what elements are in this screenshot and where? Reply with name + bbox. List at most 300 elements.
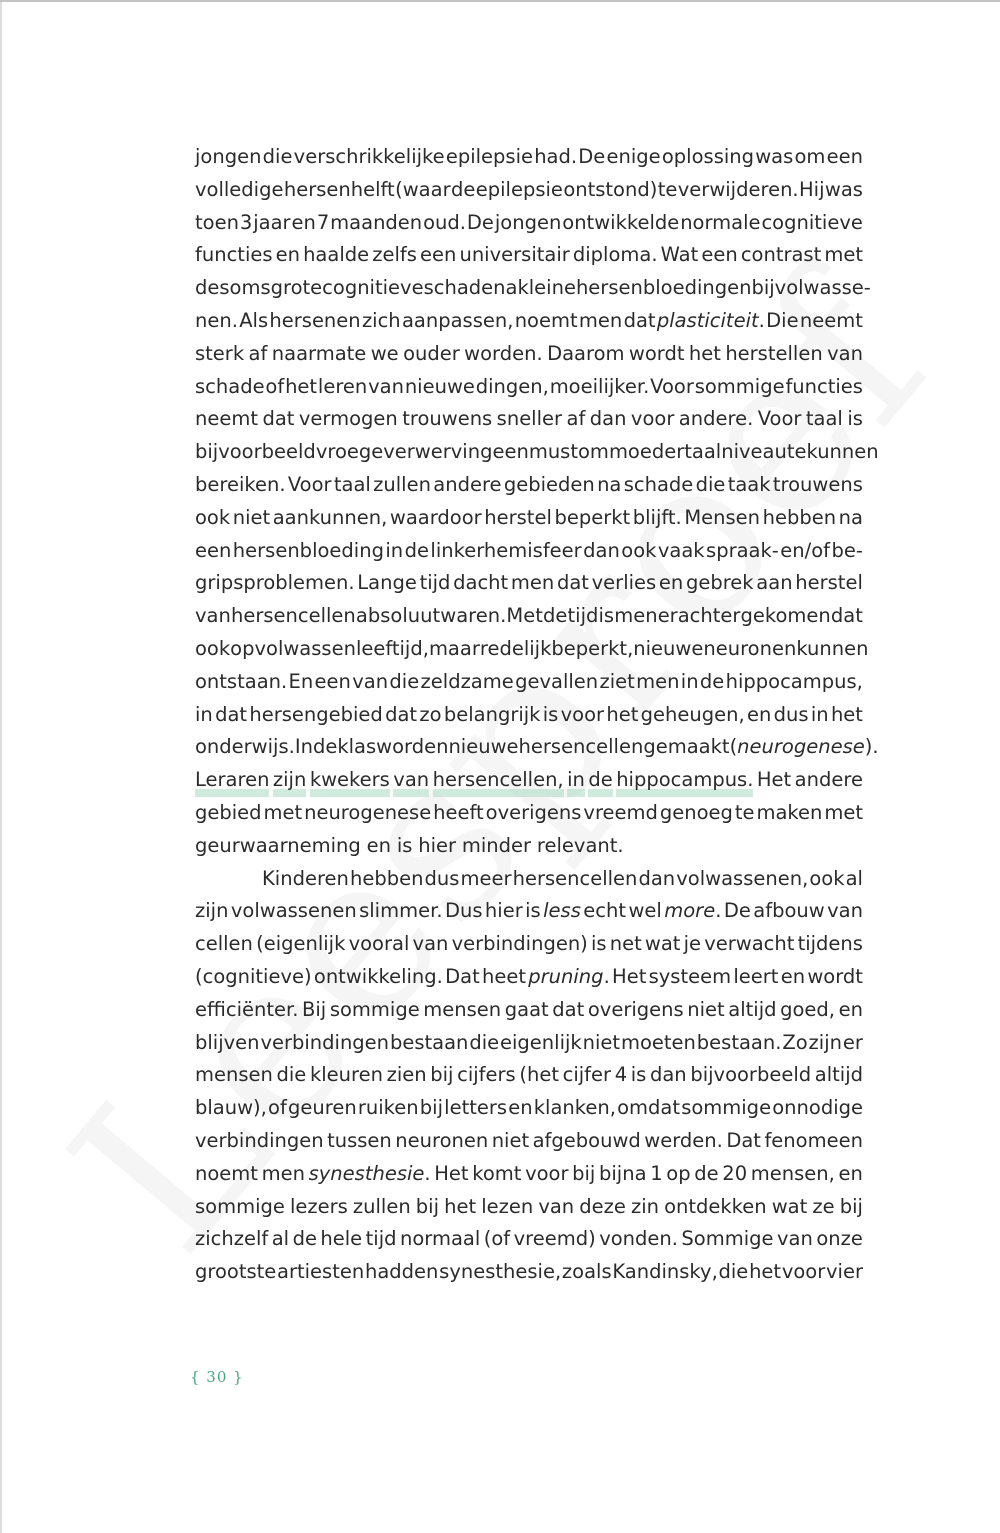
word: Als <box>239 308 269 332</box>
word: synesthesie. <box>308 1161 431 1185</box>
word: zelfs <box>372 243 417 267</box>
word: bestaan <box>389 1030 469 1054</box>
word: bij <box>419 1096 443 1120</box>
text-line <box>195 666 863 699</box>
text-line <box>195 928 863 961</box>
word: onnodige <box>772 1096 863 1120</box>
word: eigenlijk <box>500 1030 582 1054</box>
word: vroege <box>315 440 384 464</box>
word: Bij <box>302 997 327 1021</box>
word: er <box>842 1030 863 1054</box>
word: zullen <box>373 472 431 496</box>
word: erachter <box>657 604 741 628</box>
word: zoals <box>561 1260 612 1284</box>
word: aanpassen, <box>401 308 514 332</box>
word: vooral <box>348 932 410 956</box>
word: sterk <box>195 341 245 365</box>
word: heeft <box>433 800 484 824</box>
word: hippocampus, <box>725 669 863 693</box>
word: linkerhemisfeer <box>430 538 582 562</box>
word: hersenbloedingen <box>575 276 752 300</box>
word: blijft. <box>632 505 682 529</box>
word: jongen <box>195 145 262 168</box>
word: ouder <box>403 341 460 365</box>
word: om <box>794 145 826 168</box>
word: dat <box>215 702 248 726</box>
word: hersencellen <box>230 604 356 628</box>
word: komt <box>472 1161 522 1185</box>
word: jongen <box>494 210 562 234</box>
word: nen. <box>195 308 238 332</box>
text-line <box>195 797 863 830</box>
word: en <box>747 702 772 726</box>
word: ook <box>621 538 657 562</box>
word: hele <box>320 1227 363 1251</box>
word: Dat <box>726 1128 761 1152</box>
word: dus <box>424 866 460 890</box>
word: kleine <box>517 276 576 300</box>
word: Kinderen <box>262 866 349 890</box>
word: die <box>718 1260 749 1284</box>
word: bij <box>751 276 775 300</box>
word: noemt <box>514 308 578 332</box>
word: al <box>845 866 863 890</box>
word: Wat <box>660 243 699 267</box>
word: vier <box>826 1260 863 1284</box>
word: de <box>195 276 220 300</box>
word: (of <box>483 1227 511 1251</box>
word: en <box>780 964 806 988</box>
word: nieuwe <box>633 636 704 660</box>
word: spraak- <box>706 538 779 562</box>
word: dan <box>589 407 627 431</box>
word: te <box>786 440 807 464</box>
word: is <box>525 899 541 923</box>
word: en <box>291 210 316 234</box>
word: functies <box>195 243 273 267</box>
word: lezen <box>481 1194 534 1218</box>
word: is <box>396 833 413 857</box>
word: absoluut <box>355 604 441 628</box>
word: verwacht <box>704 932 795 956</box>
word: contrast <box>740 243 822 267</box>
word: van <box>412 932 449 956</box>
word: ontstaan. <box>195 669 288 693</box>
word: de <box>699 669 725 693</box>
word: beperkt, <box>551 636 634 660</box>
text-line <box>195 239 863 272</box>
word: afgebouwd <box>532 1128 641 1152</box>
word: trouwens <box>402 407 493 431</box>
word: kunnen <box>796 636 869 660</box>
word: een <box>195 538 232 562</box>
word: hadden <box>364 1260 439 1284</box>
word: het <box>606 702 639 726</box>
word: overigens <box>485 800 582 824</box>
word: altijd <box>814 1063 863 1087</box>
word: taak <box>727 472 771 496</box>
word: gevallen <box>515 669 599 693</box>
word: men <box>261 1161 305 1185</box>
word: van <box>538 1194 575 1218</box>
word: of <box>268 1096 287 1120</box>
word: naarmate <box>271 341 367 365</box>
word: mensen <box>195 1063 273 1087</box>
word: dat <box>262 407 295 431</box>
word: die <box>695 472 726 496</box>
text-line <box>195 371 863 404</box>
word: zich <box>361 308 401 332</box>
word: dan <box>649 1063 687 1087</box>
word: herstellen <box>725 341 823 365</box>
word: en/of <box>780 538 830 562</box>
word: tijd <box>419 571 451 595</box>
word: Met <box>506 604 543 628</box>
word: hersenhelft <box>283 177 395 201</box>
word: had. <box>534 145 578 168</box>
word: 7 <box>316 210 330 234</box>
word: en <box>275 243 300 267</box>
word: Leraren <box>195 764 269 797</box>
word: hersencellen <box>518 735 644 759</box>
word: dat <box>830 604 863 628</box>
word: ontstond) <box>563 177 658 201</box>
word: het <box>444 1194 477 1218</box>
word: de <box>543 604 568 628</box>
word: men <box>636 669 680 693</box>
word: is <box>598 604 615 628</box>
word: van <box>776 1227 813 1251</box>
word: zo <box>419 702 442 726</box>
word: het <box>285 374 318 398</box>
word: men <box>578 308 623 332</box>
word: grote <box>270 276 323 300</box>
word: lezers <box>289 1194 348 1218</box>
word: Die <box>766 308 799 332</box>
word: het <box>830 702 863 726</box>
word: en <box>838 997 863 1021</box>
word: efficiënter. <box>195 997 299 1021</box>
text-line <box>195 830 863 863</box>
word: neemt <box>799 308 863 332</box>
word: Dus <box>444 899 483 923</box>
text-line <box>195 502 863 535</box>
word: herstel <box>795 571 863 595</box>
word: en <box>838 1161 863 1185</box>
word: normale <box>680 210 761 234</box>
text-line <box>195 1059 863 1092</box>
text-line <box>195 338 863 371</box>
word: artiesten <box>277 1260 365 1284</box>
word: klanken, <box>533 1096 616 1120</box>
word: gaat <box>504 997 549 1021</box>
word: verlies <box>591 571 657 595</box>
word: goed, <box>780 997 835 1021</box>
word: tussen <box>327 1128 392 1152</box>
word: bijvoorbeeld <box>195 440 316 464</box>
word: bij <box>430 1063 454 1087</box>
word: sneller <box>496 407 563 431</box>
word: Mensen <box>684 505 761 529</box>
word: blijven <box>195 1030 260 1054</box>
text-line <box>195 1158 863 1191</box>
word: verschrikkelijke <box>293 145 445 168</box>
word: van <box>352 669 389 693</box>
word: gebieden <box>503 472 595 496</box>
word: is <box>847 407 863 431</box>
word: maanden <box>330 210 423 234</box>
word: minder <box>461 833 532 857</box>
word: bijvoorbeeld <box>690 1063 812 1087</box>
word: afbouw <box>753 899 825 923</box>
word: in <box>385 538 404 562</box>
word: hersencellen, <box>433 764 564 797</box>
word: je <box>683 932 702 956</box>
word: letters <box>444 1096 508 1120</box>
word: epilepsie <box>475 177 563 201</box>
word: de <box>312 735 338 759</box>
word: schade <box>623 472 694 496</box>
word: ontdekken <box>664 1194 767 1218</box>
word: dat <box>623 308 656 332</box>
word: volledige <box>195 177 284 201</box>
word: van <box>393 764 429 797</box>
word: volwassenen, <box>676 866 809 890</box>
word: zullen <box>352 1194 411 1218</box>
word: 3 <box>239 210 253 234</box>
word: (waar <box>395 177 451 201</box>
word: beperkt <box>554 505 631 529</box>
word: belangrijk <box>443 702 541 726</box>
word: De <box>723 899 751 923</box>
word: onderwijs. <box>195 735 295 759</box>
word: niet <box>687 997 725 1021</box>
word: more. <box>664 899 722 923</box>
word: moeilijker. <box>549 374 650 398</box>
word: cellen <box>195 932 253 956</box>
word: jaar <box>253 210 291 234</box>
word: deze <box>579 1194 626 1218</box>
word: de <box>450 177 476 201</box>
word: gripsproblemen. <box>195 571 355 595</box>
word: slimmer. <box>359 899 443 923</box>
word: ook <box>195 505 231 529</box>
word: geurwaarneming <box>195 833 361 857</box>
word: 1 <box>650 1161 663 1185</box>
text-line <box>195 699 863 732</box>
word: men <box>510 571 555 595</box>
word: ontwikkeling. <box>313 964 443 988</box>
word: kwekers <box>310 764 390 797</box>
word: na <box>597 472 622 496</box>
word: klas <box>337 735 377 759</box>
word: bij <box>572 1161 596 1185</box>
word: die <box>276 1063 307 1087</box>
word: ook <box>195 636 231 660</box>
text-line <box>195 1092 863 1125</box>
word: gemaakt <box>643 735 730 759</box>
word: te <box>734 800 755 824</box>
word: volwassen <box>254 636 356 660</box>
word: af <box>566 407 586 431</box>
text-line <box>195 272 871 305</box>
word: In <box>294 735 313 759</box>
text-line <box>195 469 863 502</box>
word: andere <box>794 768 863 792</box>
word: toen <box>195 210 239 234</box>
word: Voor <box>757 407 802 431</box>
word: 4 <box>614 1063 628 1087</box>
word: normaal <box>399 1227 481 1251</box>
word: een <box>492 440 529 464</box>
word: andere <box>433 472 502 496</box>
word: tijd <box>567 604 599 628</box>
word: de <box>588 764 612 797</box>
word: kleuren <box>309 1063 383 1087</box>
word: de <box>404 538 429 562</box>
word: niet <box>232 505 271 529</box>
word: is <box>542 702 559 726</box>
word: epilepsie <box>445 145 533 168</box>
word: bij <box>839 1194 863 1218</box>
word: aan <box>756 571 793 595</box>
word: Voor <box>287 472 332 496</box>
word: een <box>826 145 863 168</box>
word: men <box>614 604 658 628</box>
word: cognitieve <box>761 210 863 234</box>
body-text <box>195 141 879 1289</box>
word: bij <box>415 1194 439 1218</box>
word: systeem <box>648 964 732 988</box>
word: waardoor <box>389 505 482 529</box>
word: oplossing <box>661 145 755 168</box>
word: oud. <box>423 210 466 234</box>
word: dan <box>638 866 676 890</box>
word: na <box>838 505 863 529</box>
word: echt <box>583 899 627 923</box>
word: dat <box>556 571 589 595</box>
word: zin <box>630 1194 659 1218</box>
word: Kandinsky, <box>612 1260 718 1284</box>
word: Voor <box>650 374 694 398</box>
word: wat <box>771 1194 808 1218</box>
word: hebben <box>762 505 837 529</box>
word: ze <box>812 1194 835 1218</box>
word: zichzelf <box>195 1227 269 1251</box>
text-line <box>195 174 863 207</box>
word: maken <box>756 800 823 824</box>
word: die <box>389 669 420 693</box>
word: neurogenese <box>304 800 432 824</box>
word: in <box>680 669 699 693</box>
word: dat <box>552 997 585 1021</box>
word: (cognitieve) <box>195 964 312 988</box>
word: voor <box>781 1260 826 1284</box>
word: van <box>195 604 231 628</box>
word: enige <box>606 145 661 168</box>
word: te <box>657 177 678 201</box>
text-line <box>195 863 863 896</box>
word: be- <box>831 538 863 562</box>
word: onze <box>816 1227 863 1251</box>
word: kunnen <box>806 440 879 464</box>
word: zijn <box>273 764 306 797</box>
word: fenomeen <box>764 1128 863 1152</box>
word: ruiken <box>357 1096 419 1120</box>
word: hier <box>484 899 523 923</box>
word: neuronen <box>703 636 797 660</box>
word: ook <box>809 866 845 890</box>
word: dus <box>773 702 809 726</box>
word: is <box>630 1063 647 1087</box>
word: verbindingen <box>195 1128 324 1152</box>
word: Dat <box>445 964 480 988</box>
word: een <box>701 243 738 267</box>
word: trouwens <box>772 472 863 496</box>
word: met <box>824 243 863 267</box>
word: al <box>271 1227 290 1251</box>
word: De <box>466 210 494 234</box>
word: cognitieve <box>322 276 424 300</box>
word: in <box>567 764 585 797</box>
word: gekomen <box>740 604 831 628</box>
word: (het <box>519 1063 559 1087</box>
text-line <box>195 633 869 666</box>
word: dat <box>385 702 418 726</box>
word: taal <box>805 407 843 431</box>
word: Hij <box>799 177 825 201</box>
word: genoeg <box>659 800 733 824</box>
word: hier <box>418 833 457 857</box>
word: die <box>469 1030 500 1054</box>
word: verwerving <box>383 440 493 464</box>
word: omdat <box>617 1096 681 1120</box>
word: tijdens <box>797 932 863 956</box>
word: taal <box>333 472 371 496</box>
word: vreemd) <box>513 1227 596 1251</box>
word: verwijderen. <box>677 177 799 201</box>
word: bijna <box>599 1161 647 1185</box>
text-line <box>195 600 863 633</box>
word: de <box>694 1161 719 1185</box>
text-line <box>195 1027 863 1060</box>
word: geheugen, <box>640 702 745 726</box>
word: cijfers <box>457 1063 516 1087</box>
word: dan <box>583 538 620 562</box>
word: sommige <box>195 1194 285 1218</box>
word: sommige <box>329 997 420 1021</box>
word: een <box>420 243 457 267</box>
word: relevant. <box>536 833 624 857</box>
word: een <box>314 669 351 693</box>
word: niet <box>582 1030 621 1054</box>
word: diploma. <box>572 243 658 267</box>
word: dingen, <box>475 374 549 398</box>
word: vermogen <box>298 407 398 431</box>
text-line <box>195 436 879 469</box>
text-line <box>195 764 863 797</box>
word: nieuwe <box>448 735 519 759</box>
word: wordt <box>628 341 685 365</box>
word: tijd <box>365 1227 397 1251</box>
word: altijd <box>728 997 777 1021</box>
word: voor <box>525 1161 569 1185</box>
word: net <box>609 932 642 956</box>
word: En <box>288 669 314 693</box>
word: werden. <box>644 1128 723 1152</box>
word: het <box>749 1260 782 1284</box>
word: is <box>590 932 607 956</box>
